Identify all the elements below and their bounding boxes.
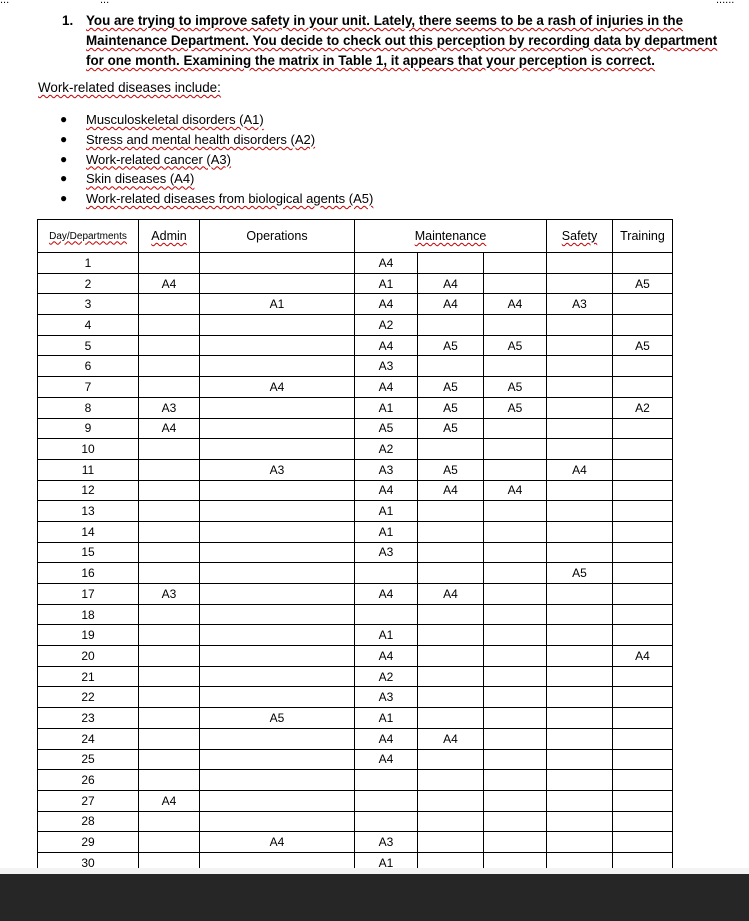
table-cell	[484, 604, 547, 625]
table-cell	[418, 501, 484, 522]
table-cell: A4	[418, 273, 484, 294]
table-cell	[139, 253, 200, 274]
table-cell	[613, 604, 673, 625]
table-cell	[484, 687, 547, 708]
table-cell	[200, 335, 355, 356]
day-cell: 24	[38, 728, 139, 749]
header-admin: Admin	[139, 220, 200, 253]
table-cell: A4	[355, 646, 418, 667]
table-cell	[418, 604, 484, 625]
table-cell	[547, 832, 613, 853]
table-cell	[418, 542, 484, 563]
table-row	[38, 749, 673, 770]
disease-list	[60, 110, 373, 209]
table-cell: A4	[200, 832, 355, 853]
list-item: ● Work-related cancer (A3)	[60, 150, 373, 170]
table-cell	[613, 356, 673, 377]
table-cell	[547, 377, 613, 398]
table-cell	[355, 770, 418, 791]
table-cell	[200, 521, 355, 542]
table-cell	[484, 749, 547, 770]
table-cell	[139, 604, 200, 625]
table-cell	[484, 253, 547, 274]
day-cell: 19	[38, 625, 139, 646]
table-cell	[484, 315, 547, 336]
table-cell: A4	[355, 294, 418, 315]
table-cell	[139, 356, 200, 377]
table-cell	[484, 439, 547, 460]
table-cell	[200, 790, 355, 811]
table-cell: A5	[613, 335, 673, 356]
day-cell: 12	[38, 480, 139, 501]
table-cell: A4	[139, 418, 200, 439]
table-cell	[139, 708, 200, 729]
table-cell	[139, 811, 200, 832]
table-cell	[613, 563, 673, 584]
divider	[0, 868, 749, 874]
table-cell	[547, 501, 613, 522]
table-cell	[139, 749, 200, 770]
taskbar-strip	[0, 868, 749, 921]
table-cell	[484, 273, 547, 294]
table-cell	[418, 832, 484, 853]
table-cell	[613, 315, 673, 336]
table-header-row	[38, 220, 673, 253]
table-cell: A5	[484, 377, 547, 398]
table-cell	[139, 852, 200, 868]
day-cell: 21	[38, 666, 139, 687]
day-cell: 17	[38, 584, 139, 605]
table-cell	[547, 521, 613, 542]
day-cell: 18	[38, 604, 139, 625]
table-cell	[200, 356, 355, 377]
header-operations: Operations	[200, 220, 355, 253]
table-cell: A4	[484, 480, 547, 501]
table-cell	[418, 790, 484, 811]
day-cell: 25	[38, 749, 139, 770]
table-row	[38, 646, 673, 667]
table-cell: A4	[355, 377, 418, 398]
table-row	[38, 377, 673, 398]
table-cell	[200, 852, 355, 868]
table-row	[38, 832, 673, 853]
day-cell: 27	[38, 790, 139, 811]
question-number: 1.	[62, 13, 74, 28]
table-cell	[418, 356, 484, 377]
table-cell: A1	[355, 501, 418, 522]
table-cell	[200, 563, 355, 584]
table-cell	[547, 480, 613, 501]
table-cell	[613, 666, 673, 687]
day-cell: 4	[38, 315, 139, 336]
day-cell: 13	[38, 501, 139, 522]
table-cell: A4	[139, 273, 200, 294]
table-cell	[139, 439, 200, 460]
table-row	[38, 501, 673, 522]
table-cell	[200, 315, 355, 336]
table-cell: A1	[355, 625, 418, 646]
table-cell	[139, 542, 200, 563]
table-cell	[139, 459, 200, 480]
table-cell	[547, 542, 613, 563]
table-cell	[418, 646, 484, 667]
table-row	[38, 418, 673, 439]
day-cell: 14	[38, 521, 139, 542]
day-cell: 30	[38, 852, 139, 868]
table-cell	[613, 790, 673, 811]
list-item: ● Skin diseases (A4)	[60, 169, 373, 189]
table-cell	[547, 273, 613, 294]
table-cell: A3	[355, 687, 418, 708]
table-row	[38, 625, 673, 646]
day-cell: 28	[38, 811, 139, 832]
table-cell	[139, 480, 200, 501]
day-cell: 26	[38, 770, 139, 791]
table-cell	[139, 377, 200, 398]
table-cell	[484, 728, 547, 749]
table-cell	[139, 294, 200, 315]
table-cell	[484, 790, 547, 811]
table-cell	[613, 418, 673, 439]
table-cell	[547, 397, 613, 418]
table-cell	[200, 770, 355, 791]
bullet-icon: ●	[60, 131, 68, 146]
table-cell	[547, 315, 613, 336]
table-cell: A4	[355, 584, 418, 605]
table-row	[38, 521, 673, 542]
table-cell: A5	[484, 397, 547, 418]
day-cell: 1	[38, 253, 139, 274]
table-cell	[139, 687, 200, 708]
table-cell: A5	[613, 273, 673, 294]
table-cell: A5	[418, 377, 484, 398]
table-cell	[547, 335, 613, 356]
table-body	[38, 253, 673, 869]
table-cell	[484, 625, 547, 646]
table-cell	[547, 625, 613, 646]
table-row	[38, 253, 673, 274]
table-cell	[418, 625, 484, 646]
table-cell	[200, 439, 355, 460]
table-cell: A2	[613, 397, 673, 418]
day-cell: 20	[38, 646, 139, 667]
table-cell: A3	[355, 459, 418, 480]
table-cell: A4	[418, 584, 484, 605]
day-cell: 9	[38, 418, 139, 439]
table-cell	[547, 770, 613, 791]
table-cell: A4	[355, 749, 418, 770]
table-cell: A2	[355, 439, 418, 460]
table-cell	[200, 584, 355, 605]
table-cell: A5	[547, 563, 613, 584]
table-cell	[484, 459, 547, 480]
table-cell: A4	[547, 459, 613, 480]
day-cell: 7	[38, 377, 139, 398]
table-cell	[200, 666, 355, 687]
table-cell	[547, 687, 613, 708]
table-cell	[547, 749, 613, 770]
table-cell: A4	[355, 335, 418, 356]
table-cell: A1	[200, 294, 355, 315]
table-cell	[418, 521, 484, 542]
table-cell	[200, 604, 355, 625]
table-row	[38, 708, 673, 729]
table-cell	[355, 604, 418, 625]
table-cell	[200, 418, 355, 439]
table-cell: A1	[355, 397, 418, 418]
table-cell	[547, 666, 613, 687]
day-cell: 3	[38, 294, 139, 315]
table-cell: A1	[355, 708, 418, 729]
table-cell: A5	[200, 708, 355, 729]
table-cell: A4	[355, 253, 418, 274]
table-cell	[547, 646, 613, 667]
table-cell	[355, 790, 418, 811]
table-cell: A4	[355, 728, 418, 749]
table-cell: A4	[613, 646, 673, 667]
table-cell	[200, 480, 355, 501]
table-cell	[547, 253, 613, 274]
table-cell	[613, 377, 673, 398]
table-cell: A4	[418, 294, 484, 315]
table-cell	[613, 501, 673, 522]
day-cell: 5	[38, 335, 139, 356]
list-item: ● Stress and mental health disorders (A2)	[60, 130, 373, 150]
table-cell	[418, 666, 484, 687]
day-cell: 10	[38, 439, 139, 460]
table-cell	[139, 832, 200, 853]
table-cell	[484, 418, 547, 439]
table-cell	[200, 397, 355, 418]
table-cell	[484, 852, 547, 868]
table-cell	[484, 521, 547, 542]
table-row	[38, 294, 673, 315]
table-row	[38, 584, 673, 605]
table-row	[38, 356, 673, 377]
table-cell	[418, 687, 484, 708]
table-cell	[139, 625, 200, 646]
table-cell	[139, 501, 200, 522]
table-cell	[139, 563, 200, 584]
table-cell	[613, 542, 673, 563]
table-cell	[139, 666, 200, 687]
table-cell: A5	[418, 335, 484, 356]
table-cell	[613, 832, 673, 853]
header-safety: Safety	[547, 220, 613, 253]
table-cell	[547, 852, 613, 868]
table-cell	[547, 356, 613, 377]
table-cell: A4	[418, 480, 484, 501]
table-cell	[613, 687, 673, 708]
table-cell: A3	[355, 542, 418, 563]
table-cell	[613, 749, 673, 770]
table-row	[38, 852, 673, 868]
table-row	[38, 397, 673, 418]
table-cell	[547, 604, 613, 625]
table-cell	[139, 315, 200, 336]
day-cell: 23	[38, 708, 139, 729]
day-cell: 29	[38, 832, 139, 853]
table-cell	[613, 625, 673, 646]
table-cell	[200, 273, 355, 294]
table-cell: A3	[355, 356, 418, 377]
table-cell: A4	[200, 377, 355, 398]
table-cell: A1	[355, 273, 418, 294]
table-row	[38, 542, 673, 563]
table-cell: A3	[355, 832, 418, 853]
table-cell	[484, 356, 547, 377]
table-cell: A5	[418, 397, 484, 418]
table-cell	[418, 811, 484, 832]
table-cell	[613, 294, 673, 315]
table-row	[38, 439, 673, 460]
table-cell	[484, 811, 547, 832]
day-cell: 15	[38, 542, 139, 563]
day-cell: 8	[38, 397, 139, 418]
table-cell	[484, 832, 547, 853]
day-cell: 22	[38, 687, 139, 708]
table-cell	[613, 811, 673, 832]
table-cell: A3	[200, 459, 355, 480]
bullet-icon: ●	[60, 191, 68, 206]
table-cell: A5	[418, 418, 484, 439]
table-cell: A1	[355, 852, 418, 868]
table-cell: A4	[355, 480, 418, 501]
table-row	[38, 790, 673, 811]
table-cell	[200, 687, 355, 708]
table-cell	[200, 253, 355, 274]
bullet-icon: ●	[60, 151, 68, 166]
header-maintenance: Maintenance	[355, 220, 547, 253]
table-cell	[418, 770, 484, 791]
table-cell: A5	[355, 418, 418, 439]
table-cell	[613, 521, 673, 542]
table-cell	[484, 584, 547, 605]
table-row	[38, 666, 673, 687]
table-row	[38, 770, 673, 791]
table-cell	[484, 542, 547, 563]
header-day: Day/Departments	[38, 220, 139, 253]
table-cell	[139, 335, 200, 356]
table-cell	[418, 852, 484, 868]
list-item: ● Work-related diseases from biological agents (A5)	[60, 189, 373, 209]
list-item: ● Musculoskeletal disorders (A1)	[60, 110, 373, 130]
bullet-icon: ●	[60, 171, 68, 186]
table-cell	[547, 584, 613, 605]
day-cell: 2	[38, 273, 139, 294]
table-cell	[484, 666, 547, 687]
table-cell	[200, 625, 355, 646]
table-cell	[484, 646, 547, 667]
table-row	[38, 480, 673, 501]
table-cell	[484, 563, 547, 584]
question-text: You are trying to improve safety in your unit. Lately, there seems to be a rash of injuries in the Maintenance Department. You decide to check out this perception by recording data by department for one month. Examining the matrix in Table 1, it appears that your perception is correct.	[86, 13, 718, 68]
table-cell	[613, 708, 673, 729]
table-cell	[613, 728, 673, 749]
table-cell	[418, 439, 484, 460]
table-cell	[547, 728, 613, 749]
table-cell: A3	[547, 294, 613, 315]
table-cell	[418, 253, 484, 274]
table-cell: A5	[484, 335, 547, 356]
table-cell	[200, 542, 355, 563]
table-cell	[200, 646, 355, 667]
table-row	[38, 687, 673, 708]
table-cell	[547, 439, 613, 460]
table-row	[38, 315, 673, 336]
table-cell	[613, 852, 673, 868]
table-cell	[418, 749, 484, 770]
table-cell	[613, 459, 673, 480]
intro-text: Work-related diseases include:	[38, 80, 221, 95]
bullet-icon: ●	[60, 112, 68, 126]
table-cell	[200, 749, 355, 770]
table-cell	[139, 728, 200, 749]
injury-matrix-table	[37, 219, 673, 868]
table-cell: A4	[139, 790, 200, 811]
header-training: Training	[613, 220, 673, 253]
table-cell: A3	[139, 397, 200, 418]
table-cell	[418, 708, 484, 729]
table-cell	[484, 708, 547, 729]
table-cell: A4	[484, 294, 547, 315]
table-cell: A2	[355, 315, 418, 336]
table-row	[38, 811, 673, 832]
table-cell	[200, 728, 355, 749]
table-cell	[613, 480, 673, 501]
day-cell: 6	[38, 356, 139, 377]
table-row	[38, 273, 673, 294]
table-cell	[613, 253, 673, 274]
table-row	[38, 335, 673, 356]
table-row	[38, 728, 673, 749]
table-cell	[547, 418, 613, 439]
table-cell	[613, 770, 673, 791]
table-cell	[547, 811, 613, 832]
table-cell	[139, 646, 200, 667]
table-cell	[200, 501, 355, 522]
table-cell	[613, 439, 673, 460]
table-cell	[484, 501, 547, 522]
table-cell	[355, 811, 418, 832]
table-cell	[547, 790, 613, 811]
table-row	[38, 563, 673, 584]
day-cell: 11	[38, 459, 139, 480]
table-cell	[547, 708, 613, 729]
day-cell: 16	[38, 563, 139, 584]
table-cell	[613, 584, 673, 605]
table-cell	[418, 563, 484, 584]
table-cell	[139, 521, 200, 542]
table-cell: A1	[355, 521, 418, 542]
clipped-previous-line: ... ... ......	[0, 0, 735, 6]
table-cell	[418, 315, 484, 336]
table-cell: A3	[139, 584, 200, 605]
table-cell	[139, 770, 200, 791]
table-row	[38, 459, 673, 480]
table-row	[38, 604, 673, 625]
table-cell	[200, 811, 355, 832]
table-cell: A2	[355, 666, 418, 687]
table-cell	[355, 563, 418, 584]
table-cell: A5	[418, 459, 484, 480]
table-cell: A4	[418, 728, 484, 749]
table-cell	[484, 770, 547, 791]
